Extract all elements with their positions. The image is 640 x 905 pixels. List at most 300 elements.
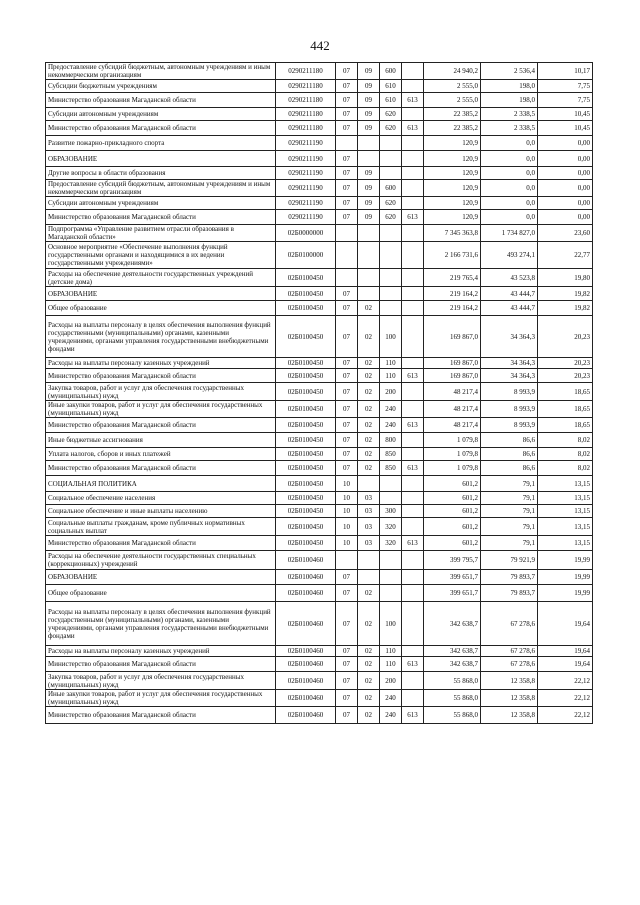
section: 07 [336, 108, 358, 121]
table-row [46, 242, 593, 269]
table-row [46, 197, 593, 210]
expense-type: 110 [380, 646, 402, 657]
plan-amount: 7 345 363,8 [424, 225, 481, 242]
subsection: 09 [358, 121, 380, 136]
section: 07 [336, 197, 358, 210]
subsection: 09 [358, 180, 380, 197]
expense-type: 620 [380, 108, 402, 121]
fact-amount: 12 358,8 [481, 707, 538, 724]
fact-amount: 12 358,8 [481, 690, 538, 707]
section: 07 [336, 657, 358, 672]
fact-amount: 86,6 [481, 433, 538, 448]
execution-percent: 20,23 [538, 369, 593, 383]
section: 07 [336, 80, 358, 93]
section: 07 [336, 418, 358, 433]
execution-percent: 8,02 [538, 433, 593, 448]
plan-amount: 22 385,2 [424, 108, 481, 121]
row-name: ОБРАЗОВАНИЕ [46, 287, 276, 301]
section: 07 [336, 63, 358, 80]
plan-amount: 120,9 [424, 167, 481, 180]
row-name: Субсидии бюджетным учреждениям [46, 80, 276, 93]
subsection: 02 [358, 602, 380, 646]
administrator [402, 672, 424, 690]
row-name: Социальное обеспечение населения [46, 492, 276, 505]
target-article: 02Б0100450 [276, 301, 336, 316]
table-row [46, 121, 593, 136]
subsection: 02 [358, 672, 380, 690]
row-name: Другие вопросы в области образования [46, 167, 276, 180]
section: 07 [336, 602, 358, 646]
target-article: 02Б0100460 [276, 707, 336, 724]
execution-percent: 19,64 [538, 646, 593, 657]
plan-amount: 219 765,4 [424, 269, 481, 287]
fact-amount: 79 893,7 [481, 585, 538, 602]
target-article: 02Б0100450 [276, 461, 336, 476]
expense-type: 100 [380, 316, 402, 358]
administrator [402, 108, 424, 121]
row-name: Социальное обеспечение и иные выплаты населению [46, 505, 276, 518]
administrator [402, 197, 424, 210]
row-name: Министерство образования Магаданской области [46, 93, 276, 108]
subsection: 02 [358, 657, 380, 672]
plan-amount: 1 079,8 [424, 433, 481, 448]
plan-amount: 169 867,0 [424, 369, 481, 383]
execution-percent: 19,80 [538, 269, 593, 287]
expense-type: 610 [380, 80, 402, 93]
target-article: 02Б0100450 [276, 476, 336, 492]
table-row [46, 476, 593, 492]
plan-amount: 24 940,2 [424, 63, 481, 80]
row-name: ОБРАЗОВАНИЕ [46, 570, 276, 585]
target-article: 02Б0100460 [276, 602, 336, 646]
expense-type: 240 [380, 690, 402, 707]
section [336, 225, 358, 242]
execution-percent: 0,00 [538, 210, 593, 225]
plan-amount: 601,2 [424, 476, 481, 492]
table-row [46, 518, 593, 536]
row-name: Министерство образования Магаданской области [46, 657, 276, 672]
plan-amount: 2 555,0 [424, 93, 481, 108]
plan-amount: 22 385,2 [424, 121, 481, 136]
execution-percent: 18,65 [538, 383, 593, 401]
subsection: 02 [358, 433, 380, 448]
expense-type: 600 [380, 63, 402, 80]
administrator: 613 [402, 707, 424, 724]
subsection [358, 287, 380, 301]
administrator [402, 180, 424, 197]
fact-amount: 79 893,7 [481, 570, 538, 585]
plan-amount: 169 867,0 [424, 358, 481, 369]
execution-percent: 19,64 [538, 602, 593, 646]
administrator: 613 [402, 369, 424, 383]
execution-percent: 19,99 [538, 551, 593, 570]
section: 07 [336, 210, 358, 225]
target-article: 02Б0100460 [276, 570, 336, 585]
row-name: Общее образование [46, 585, 276, 602]
expense-type [380, 551, 402, 570]
expense-type [380, 136, 402, 151]
target-article: 0290211190 [276, 210, 336, 225]
fact-amount: 2 338,5 [481, 121, 538, 136]
section: 07 [336, 707, 358, 724]
table-row [46, 536, 593, 551]
target-article: 02Б0100450 [276, 269, 336, 287]
expense-type: 100 [380, 602, 402, 646]
plan-amount: 120,9 [424, 151, 481, 167]
table-row [46, 269, 593, 287]
execution-percent: 22,12 [538, 690, 593, 707]
administrator [402, 505, 424, 518]
expense-type: 800 [380, 433, 402, 448]
table-row [46, 672, 593, 690]
table-row [46, 602, 593, 646]
expense-type [380, 476, 402, 492]
administrator [402, 383, 424, 401]
subsection: 02 [358, 585, 380, 602]
plan-amount: 55 868,0 [424, 707, 481, 724]
section: 07 [336, 287, 358, 301]
section: 07 [336, 585, 358, 602]
execution-percent: 13,15 [538, 492, 593, 505]
section: 07 [336, 401, 358, 418]
expense-type: 620 [380, 210, 402, 225]
row-name: СОЦИАЛЬНАЯ ПОЛИТИКА [46, 476, 276, 492]
table-row [46, 210, 593, 225]
plan-amount: 399 651,7 [424, 585, 481, 602]
row-name: Уплата налогов, сборов и иных платежей [46, 448, 276, 461]
row-name: Министерство образования Магаданской области [46, 461, 276, 476]
execution-percent: 20,23 [538, 358, 593, 369]
budget-table [45, 62, 593, 724]
target-article: 02Б0100450 [276, 518, 336, 536]
target-article: 02Б0100450 [276, 505, 336, 518]
execution-percent: 22,12 [538, 707, 593, 724]
row-name: Общее образование [46, 301, 276, 316]
row-name: Министерство образования Магаданской области [46, 121, 276, 136]
subsection: 03 [358, 505, 380, 518]
table-row [46, 167, 593, 180]
row-name: Министерство образования Магаданской области [46, 369, 276, 383]
administrator [402, 551, 424, 570]
section: 10 [336, 476, 358, 492]
execution-percent: 0,00 [538, 197, 593, 210]
target-article: 0290211180 [276, 121, 336, 136]
subsection: 09 [358, 167, 380, 180]
table-row [46, 492, 593, 505]
administrator [402, 433, 424, 448]
subsection: 09 [358, 63, 380, 80]
fact-amount: 12 358,8 [481, 672, 538, 690]
section: 07 [336, 369, 358, 383]
fact-amount: 79,1 [481, 505, 538, 518]
row-name: Расходы на выплаты персоналу казенных учреждений [46, 358, 276, 369]
fact-amount: 0,0 [481, 151, 538, 167]
plan-amount: 1 079,8 [424, 461, 481, 476]
section: 07 [336, 690, 358, 707]
target-article: 02Б0100450 [276, 383, 336, 401]
administrator [402, 646, 424, 657]
fact-amount: 8 993,9 [481, 401, 538, 418]
administrator: 613 [402, 93, 424, 108]
plan-amount: 342 638,7 [424, 646, 481, 657]
section: 10 [336, 492, 358, 505]
section: 07 [336, 167, 358, 180]
expense-type: 850 [380, 448, 402, 461]
administrator [402, 136, 424, 151]
table-row [46, 63, 593, 80]
plan-amount: 120,9 [424, 136, 481, 151]
plan-amount: 2 166 731,6 [424, 242, 481, 269]
table-row [46, 433, 593, 448]
row-name: Предоставление субсидий бюджетным, автономным учреждениям и иным некоммерческим организациям [46, 180, 276, 197]
expense-type: 300 [380, 505, 402, 518]
table-row [46, 690, 593, 707]
table-row [46, 707, 593, 724]
fact-amount: 34 364,3 [481, 316, 538, 358]
execution-percent: 10,45 [538, 108, 593, 121]
expense-type: 110 [380, 369, 402, 383]
administrator [402, 301, 424, 316]
fact-amount: 0,0 [481, 136, 538, 151]
fact-amount: 43 523,8 [481, 269, 538, 287]
section: 07 [336, 121, 358, 136]
execution-percent: 18,65 [538, 401, 593, 418]
fact-amount: 0,0 [481, 180, 538, 197]
expense-type [380, 225, 402, 242]
fact-amount: 493 274,1 [481, 242, 538, 269]
expense-type: 110 [380, 657, 402, 672]
expense-type [380, 287, 402, 301]
subsection [358, 136, 380, 151]
expense-type: 610 [380, 93, 402, 108]
expense-type [380, 585, 402, 602]
table-row [46, 80, 593, 93]
table-row [46, 93, 593, 108]
expense-type [380, 167, 402, 180]
fact-amount: 8 993,9 [481, 418, 538, 433]
administrator [402, 476, 424, 492]
target-article: 02Б0100460 [276, 672, 336, 690]
administrator [402, 80, 424, 93]
administrator [402, 287, 424, 301]
target-article: 02Б0100450 [276, 492, 336, 505]
table-row [46, 225, 593, 242]
row-name: Расходы на выплаты персоналу казенных учреждений [46, 646, 276, 657]
row-name: Министерство образования Магаданской области [46, 210, 276, 225]
administrator: 613 [402, 657, 424, 672]
execution-percent: 10,17 [538, 63, 593, 80]
administrator [402, 225, 424, 242]
table-row [46, 151, 593, 167]
target-article: 02Б0100450 [276, 358, 336, 369]
plan-amount: 219 164,2 [424, 287, 481, 301]
target-article: 02Б0100450 [276, 433, 336, 448]
section: 07 [336, 358, 358, 369]
table-row [46, 180, 593, 197]
expense-type [380, 242, 402, 269]
section: 07 [336, 316, 358, 358]
row-name: Иные закупки товаров, работ и услуг для обеспечения государственных (муниципальных) нужд [46, 401, 276, 418]
administrator: 613 [402, 210, 424, 225]
table-row [46, 551, 593, 570]
plan-amount: 48 217,4 [424, 418, 481, 433]
fact-amount: 43 444,7 [481, 287, 538, 301]
subsection: 02 [358, 301, 380, 316]
administrator [402, 63, 424, 80]
administrator: 613 [402, 461, 424, 476]
subsection: 02 [358, 316, 380, 358]
row-name: Министерство образования Магаданской области [46, 707, 276, 724]
administrator [402, 269, 424, 287]
section: 07 [336, 433, 358, 448]
execution-percent: 0,00 [538, 180, 593, 197]
fact-amount: 67 278,6 [481, 657, 538, 672]
subsection [358, 476, 380, 492]
execution-percent: 22,12 [538, 672, 593, 690]
execution-percent: 19,64 [538, 657, 593, 672]
target-article: 02Б0000000 [276, 225, 336, 242]
administrator [402, 570, 424, 585]
fact-amount: 2 536,4 [481, 63, 538, 80]
target-article: 02Б0100460 [276, 646, 336, 657]
fact-amount: 34 364,3 [481, 358, 538, 369]
subsection: 02 [358, 418, 380, 433]
fact-amount: 0,0 [481, 167, 538, 180]
plan-amount: 48 217,4 [424, 383, 481, 401]
expense-type: 240 [380, 707, 402, 724]
target-article: 02Б0100450 [276, 536, 336, 551]
subsection [358, 551, 380, 570]
plan-amount: 120,9 [424, 180, 481, 197]
table-row [46, 646, 593, 657]
subsection: 03 [358, 536, 380, 551]
execution-percent: 13,15 [538, 518, 593, 536]
administrator [402, 316, 424, 358]
fact-amount: 198,0 [481, 80, 538, 93]
expense-type: 200 [380, 383, 402, 401]
subsection [358, 570, 380, 585]
row-name: Расходы на выплаты персоналу в целях обеспечения выполнения функций государственными (муниципальными) органами, казенными учреждениями, органами управления государственными внебюджетными фондами [46, 316, 276, 358]
row-name: Министерство образования Магаданской области [46, 418, 276, 433]
plan-amount: 1 079,8 [424, 448, 481, 461]
target-article: 02Б0100450 [276, 287, 336, 301]
row-name: Расходы на обеспечение деятельности государственных учреждений (детские дома) [46, 269, 276, 287]
plan-amount: 399 651,7 [424, 570, 481, 585]
fact-amount: 79,1 [481, 476, 538, 492]
fact-amount: 79,1 [481, 518, 538, 536]
section: 07 [336, 301, 358, 316]
expense-type [380, 151, 402, 167]
execution-percent: 22,77 [538, 242, 593, 269]
subsection: 02 [358, 369, 380, 383]
plan-amount: 48 217,4 [424, 401, 481, 418]
fact-amount: 79 921,9 [481, 551, 538, 570]
row-name: Закупка товаров, работ и услуг для обеспечения государственных (муниципальных) нужд [46, 383, 276, 401]
expense-type: 200 [380, 672, 402, 690]
administrator [402, 151, 424, 167]
fact-amount: 2 338,5 [481, 108, 538, 121]
execution-percent: 7,75 [538, 93, 593, 108]
table-body [46, 63, 593, 724]
administrator [402, 492, 424, 505]
expense-type: 600 [380, 180, 402, 197]
table-row [46, 358, 593, 369]
execution-percent: 23,60 [538, 225, 593, 242]
plan-amount: 169 867,0 [424, 316, 481, 358]
row-name: Субсидии автономным учреждениям [46, 197, 276, 210]
section: 07 [336, 672, 358, 690]
target-article: 02Б0100450 [276, 401, 336, 418]
execution-percent: 8,02 [538, 461, 593, 476]
subsection: 09 [358, 210, 380, 225]
execution-percent: 13,15 [538, 536, 593, 551]
row-name: Предоставление субсидий бюджетным, автономным учреждениям и иным некоммерческим организациям [46, 63, 276, 80]
plan-amount: 2 555,0 [424, 80, 481, 93]
execution-percent: 19,99 [538, 570, 593, 585]
row-name: Субсидии автономным учреждениям [46, 108, 276, 121]
table-row [46, 301, 593, 316]
administrator [402, 585, 424, 602]
section: 07 [336, 461, 358, 476]
plan-amount: 342 638,7 [424, 657, 481, 672]
execution-percent: 0,00 [538, 151, 593, 167]
expense-type: 850 [380, 461, 402, 476]
target-article: 02Б0100450 [276, 369, 336, 383]
table-row [46, 369, 593, 383]
expense-type: 320 [380, 518, 402, 536]
plan-amount: 399 795,7 [424, 551, 481, 570]
administrator [402, 167, 424, 180]
administrator [402, 401, 424, 418]
row-name: Основное мероприятие «Обеспечение выполнения функций государственными органами и находящимися в их ведении государственными учреждениями» [46, 242, 276, 269]
execution-percent: 13,15 [538, 476, 593, 492]
row-name: Развитие пожарно-прикладного спорта [46, 136, 276, 151]
table-row [46, 657, 593, 672]
subsection: 02 [358, 707, 380, 724]
target-article: 0290211190 [276, 151, 336, 167]
fact-amount: 79,1 [481, 492, 538, 505]
target-article: 0290211180 [276, 93, 336, 108]
fact-amount: 198,0 [481, 93, 538, 108]
fact-amount: 8 993,9 [481, 383, 538, 401]
administrator: 613 [402, 418, 424, 433]
expense-type: 240 [380, 401, 402, 418]
section: 07 [336, 570, 358, 585]
section: 07 [336, 448, 358, 461]
expense-type: 320 [380, 536, 402, 551]
target-article: 02Б0100460 [276, 551, 336, 570]
target-article: 0290211190 [276, 136, 336, 151]
target-article: 02Б0100460 [276, 657, 336, 672]
target-article: 0290211180 [276, 80, 336, 93]
section: 07 [336, 180, 358, 197]
table-row [46, 383, 593, 401]
expense-type: 620 [380, 121, 402, 136]
target-article: 02Б0100450 [276, 448, 336, 461]
target-article: 0290211190 [276, 197, 336, 210]
expense-type [380, 301, 402, 316]
target-article: 02Б0100450 [276, 316, 336, 358]
table-row [46, 316, 593, 358]
expense-type [380, 269, 402, 287]
execution-percent: 19,82 [538, 301, 593, 316]
administrator: 613 [402, 121, 424, 136]
section [336, 269, 358, 287]
target-article: 0290211190 [276, 167, 336, 180]
subsection: 09 [358, 197, 380, 210]
plan-amount: 120,9 [424, 197, 481, 210]
subsection: 09 [358, 80, 380, 93]
